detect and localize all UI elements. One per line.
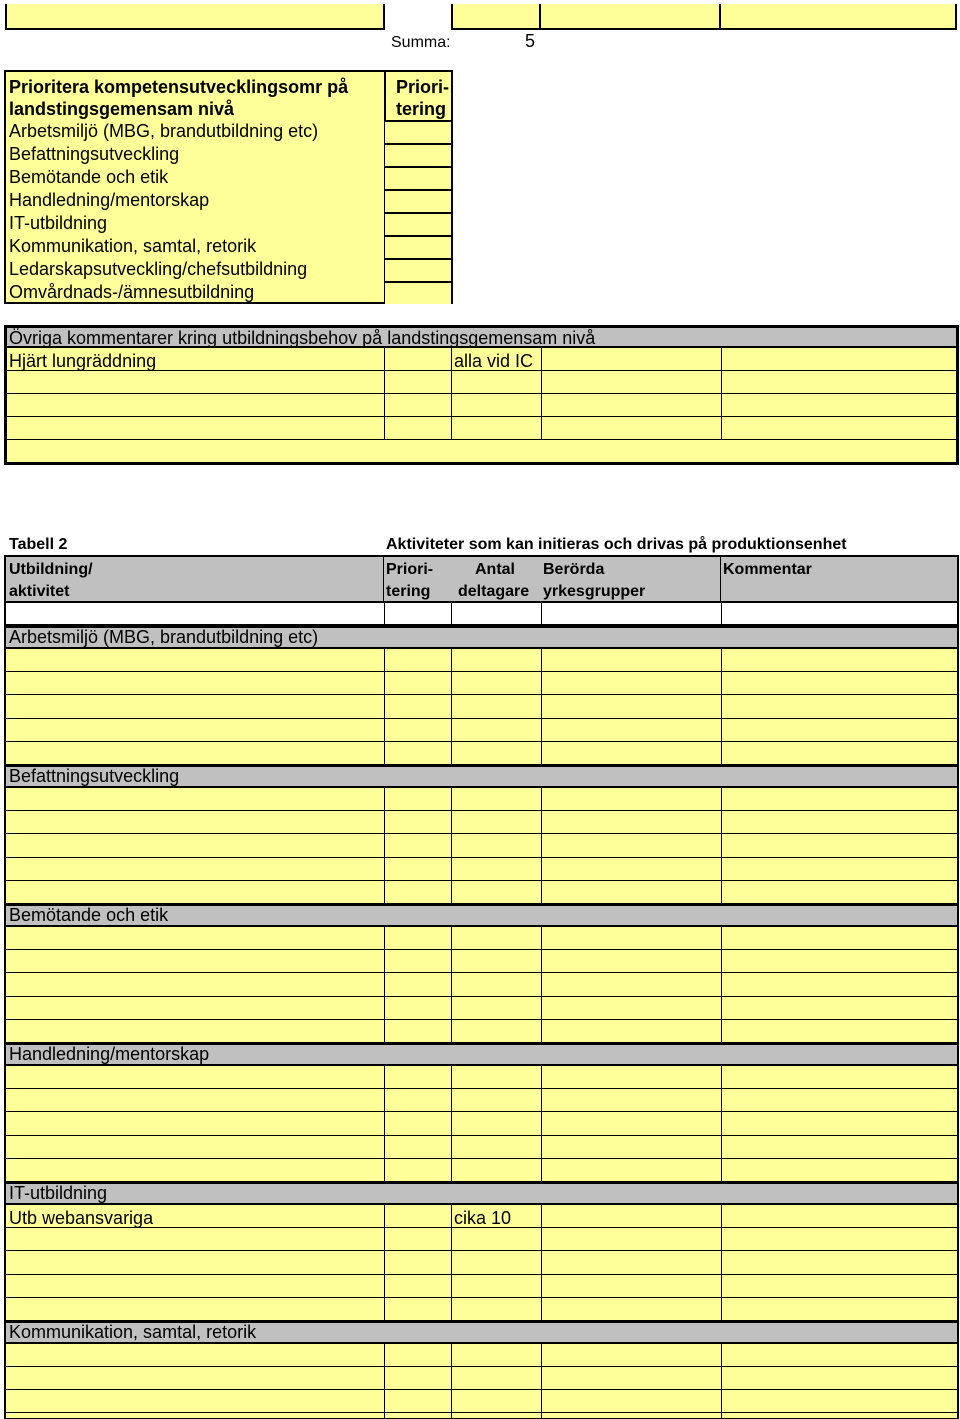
activity-row[interactable] [6, 973, 957, 996]
activity-col-divider [541, 1390, 542, 1413]
activity-col-divider [451, 1205, 452, 1228]
activity-row[interactable] [6, 1344, 957, 1367]
activity-row[interactable] [6, 788, 957, 811]
priority-input-cell[interactable] [385, 235, 451, 258]
activity-col-divider [541, 1251, 542, 1274]
activity-col-divider [451, 649, 452, 672]
activity-col-divider [451, 719, 452, 742]
activity-col-divider [721, 1159, 722, 1182]
activity-col-divider [541, 1275, 542, 1298]
activity-col-divider [384, 1089, 385, 1112]
activity-col-divider [384, 672, 385, 695]
comments-heading: Övriga kommentarer kring utbildningsbehov på landstingsgemensam nivå [9, 328, 596, 348]
activity-col-divider [721, 973, 722, 996]
comment-col-divider [451, 417, 452, 440]
activity-row[interactable] [6, 950, 957, 973]
col-prio-a: Priori- [386, 561, 434, 578]
summa-label: Summa: [391, 34, 451, 51]
activity-col-divider [451, 1251, 452, 1274]
activity-col-divider [721, 1228, 722, 1251]
activity-row[interactable] [6, 1413, 957, 1419]
activity-col-divider [384, 1136, 385, 1159]
section-header-cell [4, 1182, 959, 1205]
activity-col-divider [721, 695, 722, 718]
it-row-activity: Utb webansvariga [9, 1208, 154, 1228]
activity-row[interactable] [6, 672, 957, 695]
activity-col-divider [721, 672, 722, 695]
priority-row-label: Ledarskapsutveckling/chefsutbildning [9, 259, 308, 279]
comment-col-divider [721, 348, 722, 371]
activity-col-divider [541, 649, 542, 672]
prio-header-line1: Priori- [396, 77, 450, 97]
col-count-b: deltagare [458, 583, 530, 600]
activity-col-divider [451, 997, 452, 1020]
activity-row[interactable] [6, 1367, 957, 1390]
activity-col-divider [721, 788, 722, 811]
activity-row[interactable] [6, 1159, 957, 1182]
activity-col-divider [721, 1112, 722, 1135]
activity-col-divider [451, 811, 452, 834]
activity-col-divider [384, 1205, 385, 1228]
activity-col-divider [721, 1251, 722, 1274]
comment-col-divider [721, 417, 722, 440]
comment-col-divider [384, 417, 385, 440]
comment-row[interactable] [7, 394, 956, 417]
priority-input-cell[interactable] [385, 189, 451, 212]
activity-col-divider [541, 1344, 542, 1367]
priority-input-cell[interactable] [385, 166, 451, 189]
top-cell-3[interactable] [451, 4, 541, 30]
activity-row[interactable] [6, 695, 957, 718]
activity-col-divider [384, 742, 385, 765]
activity-col-divider [541, 742, 542, 765]
activity-col-divider [541, 1159, 542, 1182]
activity-row[interactable] [6, 1251, 957, 1274]
prio-header-line2: tering [396, 99, 447, 119]
activity-col-divider [451, 1089, 452, 1112]
activity-col-divider [541, 1112, 542, 1135]
section-header-label: Kommunikation, samtal, retorik [9, 1322, 257, 1342]
activity-row[interactable] [6, 1275, 957, 1298]
section-header-label: Handledning/mentorskap [9, 1044, 210, 1064]
activity-col-divider [451, 1298, 452, 1321]
activity-col-divider [451, 1066, 452, 1089]
activity-col-divider [451, 1413, 452, 1419]
activity-col-divider [721, 649, 722, 672]
spacer-col-divider [541, 603, 542, 626]
activity-col-divider [721, 1066, 722, 1089]
activity-col-divider [384, 881, 385, 904]
activity-col-divider [384, 1228, 385, 1251]
activity-col-divider [541, 1205, 542, 1228]
comment-col-divider [384, 394, 385, 417]
section-header-label: Bemötande och etik [9, 905, 169, 925]
activity-col-divider [721, 1275, 722, 1298]
activity-col-divider [721, 1390, 722, 1413]
activity-col-divider [541, 997, 542, 1020]
activity-col-divider [451, 858, 452, 881]
priority-heading-line2: landstingsgemensam nivå [9, 99, 235, 119]
activity-col-divider [451, 1275, 452, 1298]
activity-col-divider [451, 1390, 452, 1413]
activity-col-divider [384, 997, 385, 1020]
priority-input-cell[interactable] [385, 120, 451, 143]
activity-col-divider [721, 1205, 722, 1228]
it-row-count: cika 10 [454, 1208, 512, 1228]
activity-row[interactable] [6, 858, 957, 881]
priority-input-cell[interactable] [385, 258, 451, 281]
priority-input-cell[interactable] [385, 143, 451, 166]
activity-col-divider [384, 973, 385, 996]
activity-col-divider [451, 927, 452, 950]
activity-col-divider [384, 1159, 385, 1182]
activity-col-divider [451, 672, 452, 695]
activity-col-divider [451, 1159, 452, 1182]
activity-col-divider [541, 1228, 542, 1251]
priority-row-label: Handledning/mentorskap [9, 190, 210, 210]
activity-col-divider [541, 1089, 542, 1112]
spacer-col-divider [721, 603, 722, 626]
activity-col-divider [384, 1020, 385, 1043]
activity-col-divider [721, 927, 722, 950]
activity-row[interactable] [6, 719, 957, 742]
activity-col-divider [721, 742, 722, 765]
comment-col-divider [541, 417, 542, 440]
comment-col-divider [541, 394, 542, 417]
table2-label: Tabell 2 [9, 536, 68, 553]
activity-col-divider [384, 1275, 385, 1298]
activity-col-divider [541, 788, 542, 811]
activity-row[interactable] [6, 742, 957, 765]
activity-col-divider [384, 695, 385, 718]
col-prio-b: tering [386, 583, 431, 600]
priority-input-cell[interactable] [385, 212, 451, 235]
priority-input-cell[interactable] [385, 281, 451, 304]
activity-col-divider [451, 695, 452, 718]
top-cell-4[interactable] [541, 4, 721, 30]
activity-col-divider [384, 1251, 385, 1274]
activity-col-divider [451, 742, 452, 765]
activity-col-divider [721, 1344, 722, 1367]
activity-row[interactable] [6, 811, 957, 834]
priority-heading-line1: Prioritera kompetensutvecklingsomr på [9, 77, 349, 97]
activity-col-divider [541, 1298, 542, 1321]
col-activity-a: Utbildning/ [9, 561, 93, 578]
activity-col-divider [541, 927, 542, 950]
activity-col-divider [384, 788, 385, 811]
col-groups-b: yrkesgrupper [543, 583, 646, 600]
activity-col-divider [384, 927, 385, 950]
activity-col-divider [384, 834, 385, 857]
comment-col-divider [541, 371, 542, 394]
activity-col-divider [384, 1112, 385, 1135]
col-groups-a: Berörda [543, 561, 605, 578]
section-header-label: IT-utbildning [9, 1183, 108, 1203]
activity-col-divider [384, 649, 385, 672]
activity-col-divider [451, 881, 452, 904]
activity-col-divider [384, 950, 385, 973]
comment-col-divider [721, 394, 722, 417]
comment-col-divider [451, 394, 452, 417]
activity-col-divider [451, 1228, 452, 1251]
comment-col-divider [451, 348, 452, 371]
activity-col-divider [541, 1413, 542, 1419]
priority-row-label: Befattningsutveckling [9, 144, 180, 164]
activity-col-divider [721, 881, 722, 904]
activity-col-divider [451, 1136, 452, 1159]
activity-col-divider [541, 881, 542, 904]
activity-col-divider [541, 950, 542, 973]
col-activity-b: aktivitet [9, 583, 70, 600]
activity-col-divider [541, 858, 542, 881]
activity-col-divider [721, 834, 722, 857]
priority-row-label: Omvårdnads-/ämnesutbildning [9, 282, 255, 302]
activity-col-divider [451, 1112, 452, 1135]
priority-row-label: Arbetsmiljö (MBG, brandutbildning etc) [9, 121, 319, 141]
top-cell-2 [385, 4, 451, 30]
activity-col-divider [721, 1367, 722, 1390]
activity-col-divider [721, 719, 722, 742]
activity-col-divider [541, 973, 542, 996]
section-header-label: Arbetsmiljö (MBG, brandutbildning etc) [9, 627, 319, 647]
activity-col-divider [541, 811, 542, 834]
activity-row[interactable] [6, 834, 957, 857]
spacer-col-divider [451, 603, 452, 626]
spacer-col-divider [384, 603, 385, 626]
comments-row1-mid: alla vid IC [454, 351, 534, 371]
activity-row[interactable] [6, 1298, 957, 1321]
summa-value: 5 [525, 31, 536, 51]
comment-col-divider [451, 371, 452, 394]
col-count-a: Antal [475, 561, 515, 578]
section-header-label: Befattningsutveckling [9, 766, 180, 786]
activity-col-divider [541, 1020, 542, 1043]
activity-col-divider [721, 1136, 722, 1159]
activity-col-divider [541, 719, 542, 742]
activity-col-divider [541, 834, 542, 857]
activity-row[interactable] [6, 1136, 957, 1159]
activity-col-divider [451, 834, 452, 857]
hdr-div-2 [720, 557, 721, 603]
activity-col-divider [721, 1413, 722, 1419]
activity-col-divider [721, 858, 722, 881]
activity-col-divider [541, 1367, 542, 1390]
comment-col-divider [721, 371, 722, 394]
activity-col-divider [451, 950, 452, 973]
activity-col-divider [721, 1089, 722, 1112]
activity-col-divider [721, 1020, 722, 1043]
activity-col-divider [541, 695, 542, 718]
top-cell-1[interactable] [5, 4, 385, 30]
activity-col-divider [451, 1344, 452, 1367]
activity-col-divider [384, 1344, 385, 1367]
activity-col-divider [721, 950, 722, 973]
activity-col-divider [384, 719, 385, 742]
activity-row[interactable] [6, 649, 957, 672]
activity-row[interactable] [6, 1020, 957, 1043]
activity-row[interactable] [6, 1112, 957, 1135]
hdr-div-1 [383, 557, 384, 603]
activity-col-divider [451, 1367, 452, 1390]
top-cell-5[interactable] [721, 4, 957, 30]
activity-row[interactable] [6, 1228, 957, 1251]
activity-col-divider [384, 1298, 385, 1321]
activity-col-divider [451, 973, 452, 996]
activity-col-divider [721, 997, 722, 1020]
activity-col-divider [541, 1136, 542, 1159]
priority-row-label: IT-utbildning [9, 213, 108, 233]
priority-row-label: Bemötande och etik [9, 167, 169, 187]
activity-col-divider [384, 858, 385, 881]
comment-row[interactable] [7, 371, 956, 394]
activity-row[interactable] [6, 1089, 957, 1112]
activity-row[interactable] [6, 927, 957, 950]
activity-col-divider [384, 1413, 385, 1419]
comments-row1-left: Hjärt lungräddning [9, 351, 157, 371]
activity-row[interactable] [6, 881, 957, 904]
col-comment: Kommentar [723, 561, 812, 578]
activity-col-divider [384, 811, 385, 834]
activity-col-divider [721, 811, 722, 834]
comment-row[interactable] [7, 417, 956, 440]
activity-col-divider [451, 1020, 452, 1043]
activity-col-divider [721, 1298, 722, 1321]
activity-row[interactable] [6, 1390, 957, 1413]
comment-col-divider [541, 348, 542, 371]
activity-col-divider [384, 1367, 385, 1390]
activity-col-divider [451, 788, 452, 811]
table2-spacer-row [4, 603, 959, 626]
activity-row[interactable] [6, 997, 957, 1020]
comment-col-divider [384, 371, 385, 394]
activity-col-divider [384, 1066, 385, 1089]
table2-title: Aktiviteter som kan initieras och drivas på produktionsenhet [386, 536, 847, 553]
comment-col-divider [384, 348, 385, 371]
priority-row-label: Kommunikation, samtal, retorik [9, 236, 257, 256]
activity-col-divider [384, 1390, 385, 1413]
activity-row[interactable] [6, 1066, 957, 1089]
activity-col-divider [541, 672, 542, 695]
activity-col-divider [541, 1066, 542, 1089]
